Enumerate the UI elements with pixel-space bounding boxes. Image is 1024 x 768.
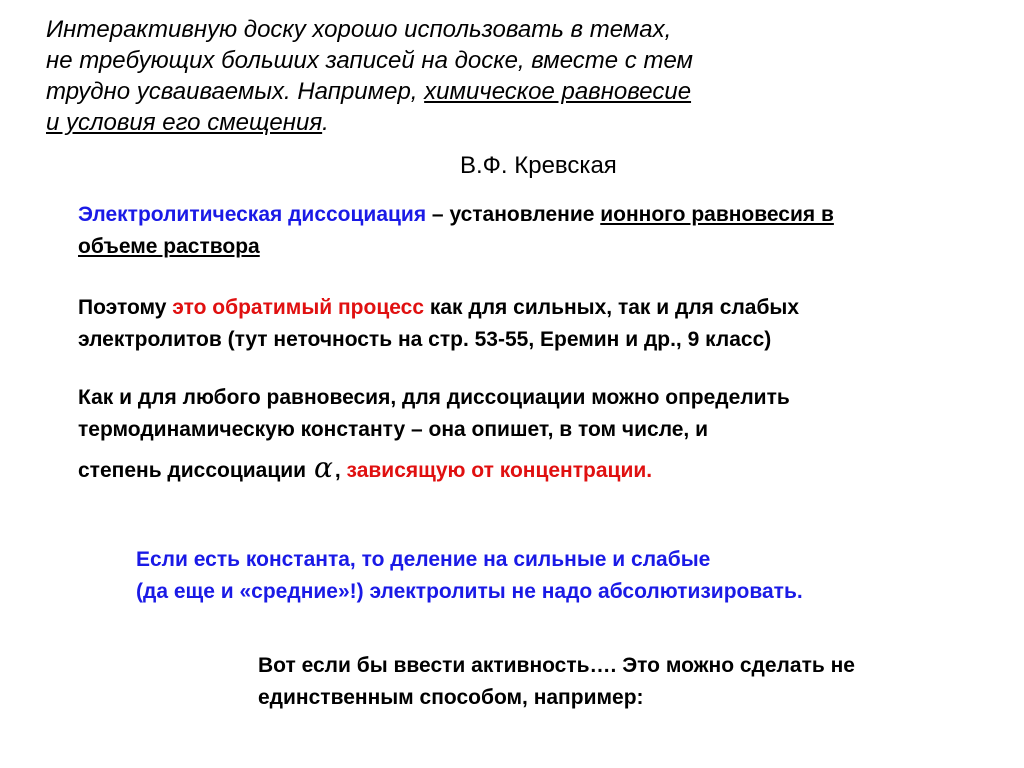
quote-underlined-text: химическое равновесие <box>424 78 692 105</box>
paragraph-text: Поэтому <box>78 296 173 319</box>
paragraph-text: степень диссоциации <box>78 459 312 482</box>
quote-line: Интерактивную доску хорошо использовать в темах, <box>46 16 672 43</box>
paragraph-line <box>78 199 834 231</box>
paragraph-reversible-process <box>78 292 799 356</box>
alpha-symbol: α <box>313 451 333 484</box>
paragraph-line: Как и для любого равновесия, для диссоциации можно определить <box>78 386 790 409</box>
paragraph-line: Если есть константа, то деление на сильные и слабые <box>136 548 711 571</box>
paragraph-line <box>78 231 834 263</box>
paragraph-text: – установление <box>426 203 601 226</box>
paragraph-line <box>78 292 799 324</box>
quote-author: В.Ф. Кревская <box>460 152 617 179</box>
quote-line: не требующих больших записей на доске, вместе с тем <box>46 47 693 74</box>
paragraph-line <box>78 452 790 487</box>
quote-line <box>46 107 693 138</box>
paragraph-text: , <box>334 459 341 482</box>
quote-underlined-text: и условия его смещения <box>46 109 323 136</box>
epigraph-quote <box>46 14 693 138</box>
underlined-text: объеме раствора <box>78 235 260 258</box>
red-highlight: зависящую от концентрации. <box>340 459 653 482</box>
paragraph-line: единственным способом, например: <box>258 686 644 709</box>
quote-text: . <box>322 109 329 136</box>
paragraph-dissociation-definition <box>78 199 834 263</box>
paragraph-activity <box>258 650 855 714</box>
paragraph-line: электролитов (тут неточность на стр. 53-55, Еремин и др., 9 класс) <box>78 328 772 351</box>
paragraph-strong-weak-electrolytes <box>136 544 803 608</box>
term-highlight: Электролитическая диссоциация <box>78 203 427 226</box>
paragraph-text: как для сильных, так и для слабых <box>424 296 800 319</box>
paragraph-line: термодинамическую константу – она опишет, в том числе, и <box>78 418 709 441</box>
paragraph-equilibrium-constant <box>78 382 790 487</box>
red-highlight: это обратимый процесс <box>172 296 425 319</box>
quote-text: трудно усваиваемых. Например, <box>46 78 425 105</box>
quote-line <box>46 76 693 107</box>
paragraph-line: Вот если бы ввести активность…. Это можно сделать не <box>258 654 855 677</box>
paragraph-line: (да еще и «средние»!) электролиты не надо абсолютизировать. <box>136 580 803 603</box>
underlined-text: ионного равновесия в <box>600 203 834 226</box>
